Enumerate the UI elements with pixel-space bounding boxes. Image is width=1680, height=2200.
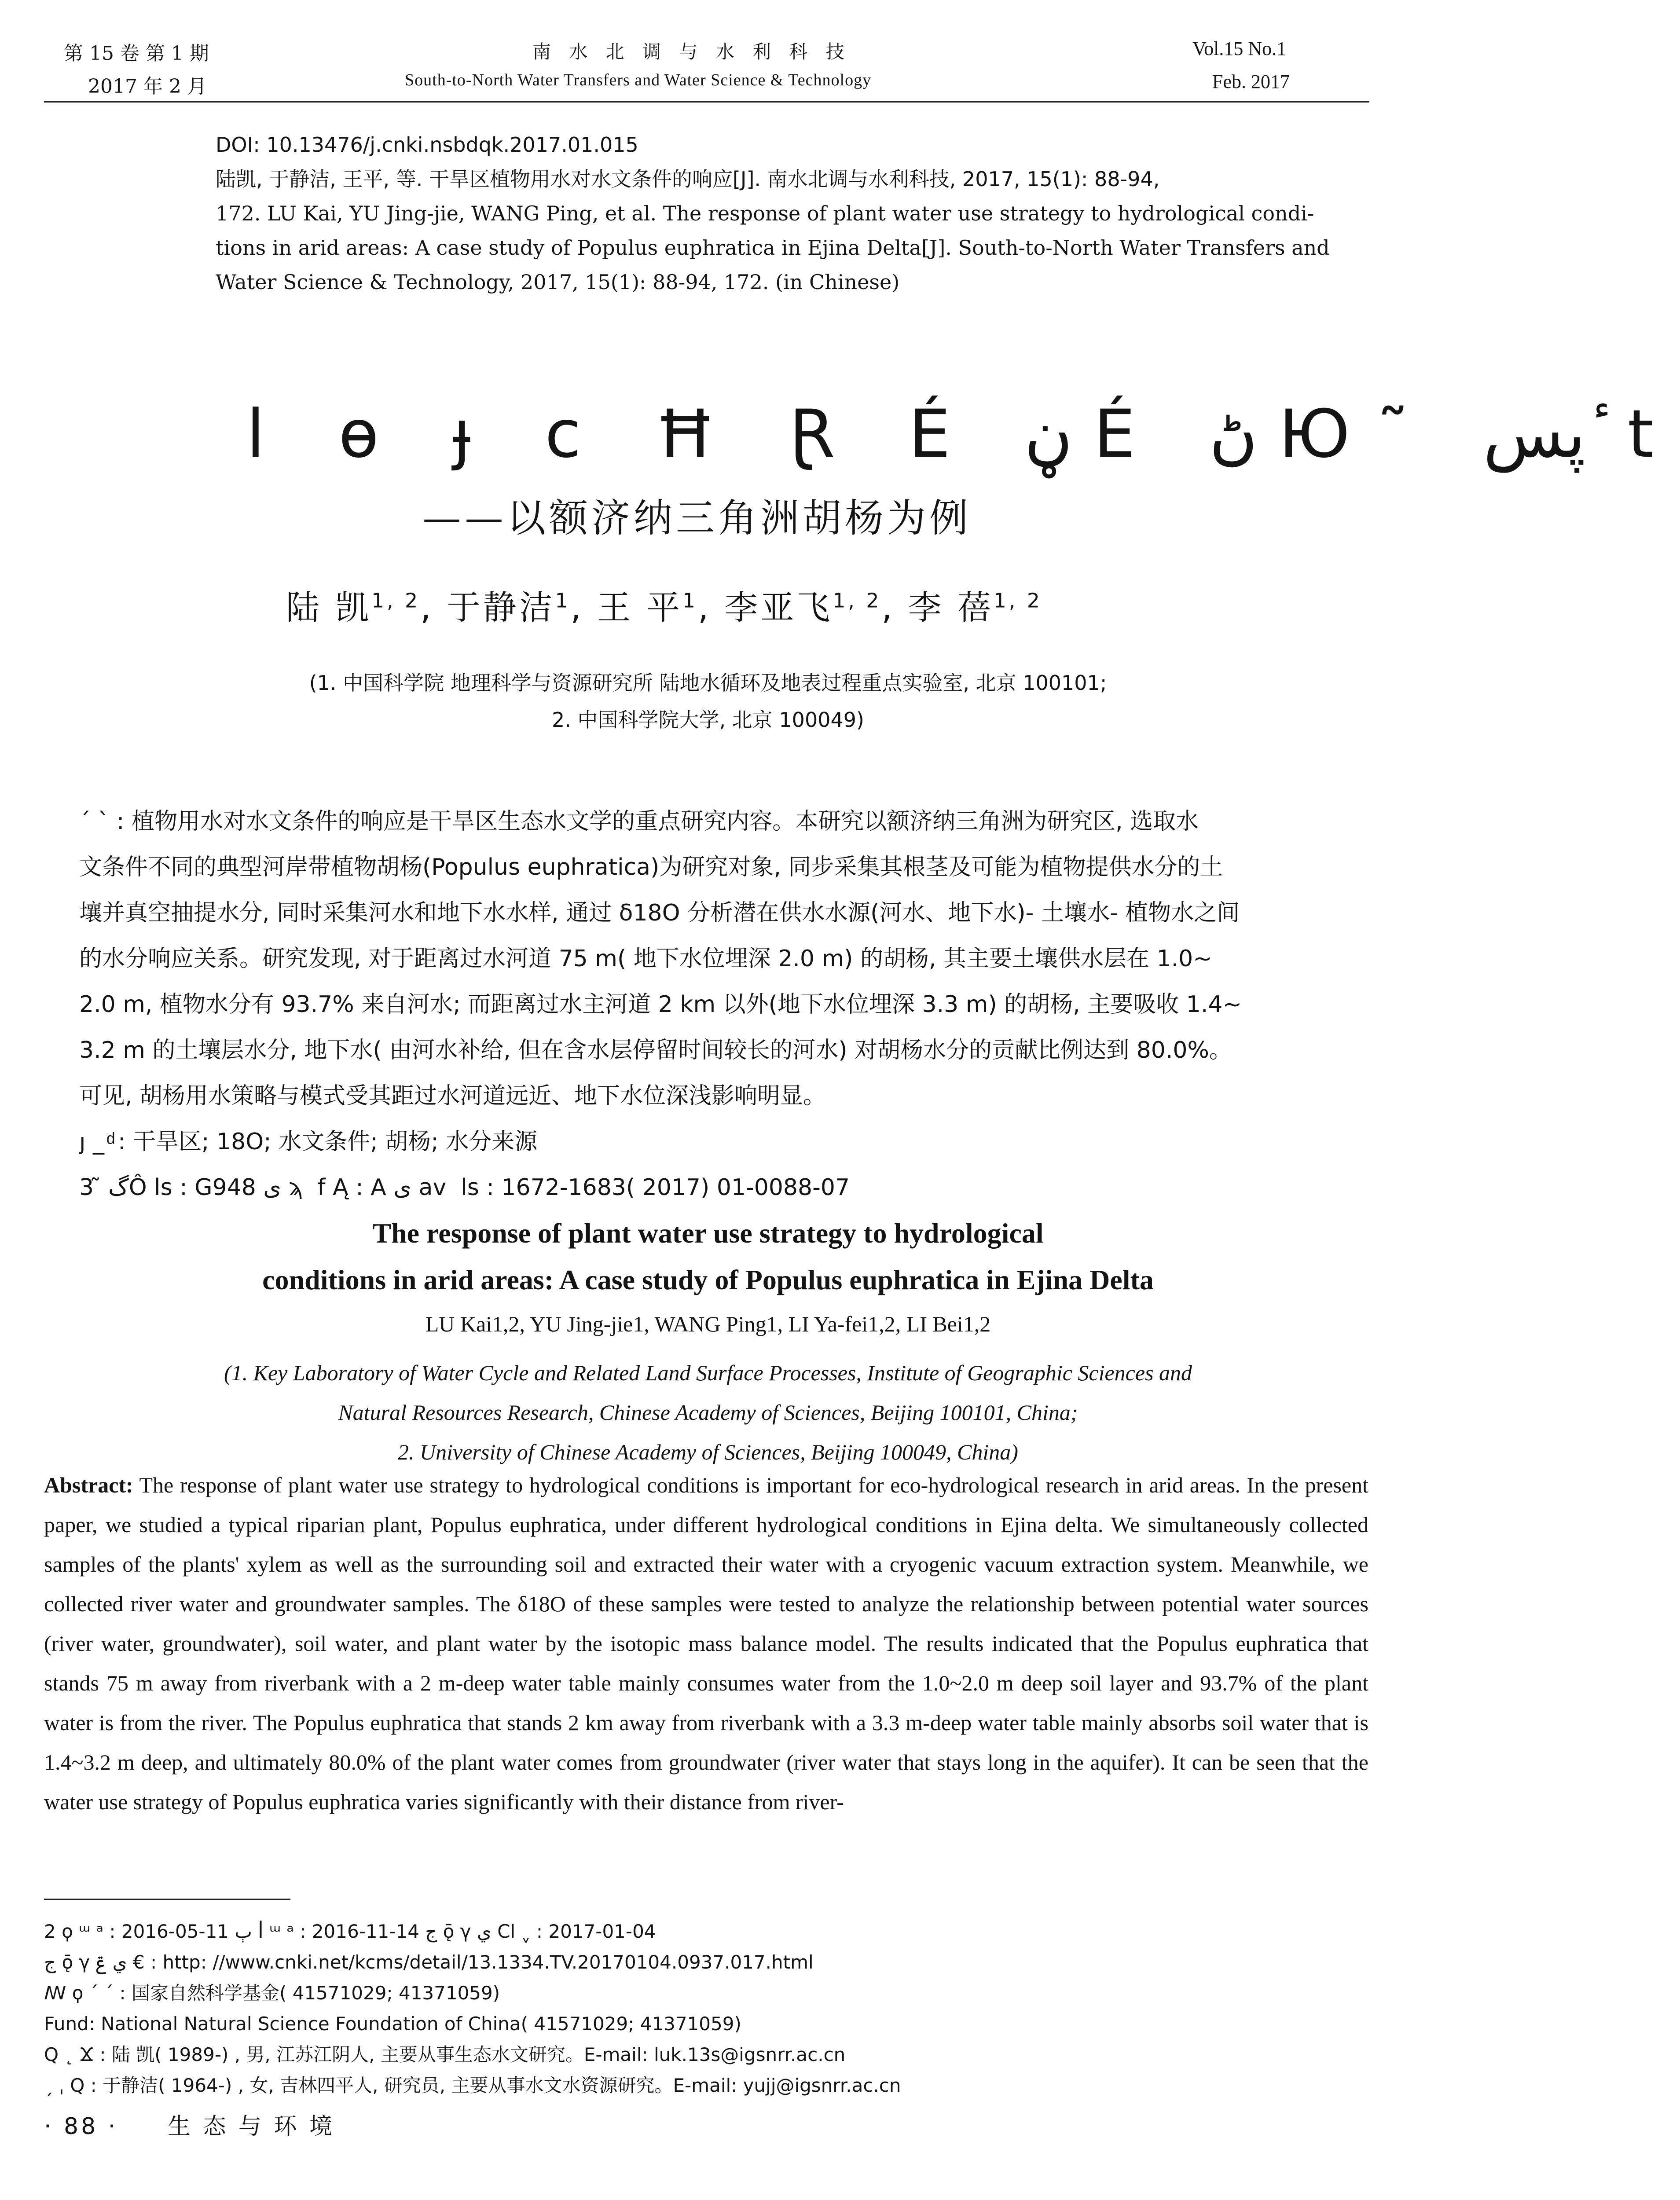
page-footer bbox=[44, 2108, 335, 2141]
en-abstract bbox=[44, 1465, 1368, 1822]
header-journal-cn: 南 水 北 调 与 水 利 科 技 bbox=[532, 41, 851, 62]
en-title-line-2: conditions in arid areas: A case study of Populus euphratica in Ejina Delta bbox=[262, 1264, 1154, 1295]
cn-abstract-line: 的水分响应关系。研究发现, 对于距离过水河道 75 m( 地下水位埋深 2.0 m) 的胡杨, 其主要土壤供水层在 1.0~ bbox=[79, 946, 1212, 972]
author-3-sup: 1 bbox=[682, 589, 698, 612]
cn-classification: 3 ͂ گÔ ls : G948 ى ϡ ͏ f Ą : A ى av ͏ ls : 1672-1683( 2017) 01-0088-07 bbox=[79, 1174, 850, 1201]
cn-title: l ɵ ɟ ϲ Ħ Ɽ É ڼ É ڻ Ю˜ پس ٔ t bbox=[246, 396, 1680, 473]
cn-abstract-line: ˊ ˋ : 植物用水对水文条件的响应是干旱区生态水文学的重点研究内容。本研究以额济纳三角洲为研究区, 选取水 bbox=[79, 808, 1199, 835]
citation-en-2: tions in arid areas: A case study of Populus euphratica in Ejina Delta[J]. South-to-North Water Transfers and bbox=[216, 236, 1330, 260]
footnote-author-1: Q ˛ Ϫ : 陆 凯( 1989-) , 男, 江苏江阴人, 主要从事生态水文研究。E-mail: luk.13s@igsnrr.ac.cn bbox=[44, 2044, 846, 2065]
en-affiliation-3: 2. University of Chinese Academy of Sciences, Beijing 100049, China) bbox=[398, 1440, 1018, 1464]
footnote-fund-cn: ꟿ ϙ ˊ ˊ : 国家自然科学基金( 41571029; 41371059) bbox=[44, 1982, 500, 2004]
en-abstract-label: Abstract: bbox=[44, 1473, 133, 1497]
cn-abstract-line: 3.2 m 的土壤层水分, 地下水( 由河水补给, 但在含水层停留时间较长的河水) 对胡杨水分的贡献比例达到 80.0%。 bbox=[79, 1037, 1232, 1063]
footnote-dates: 2 ϙ ᵚ ᵃ : 2016-05-11 ﭒ ꟾ ᵚ ᵃ : 2016-11-14 ج ǭ γ ي Ϲl ˬ : 2017-01-04 bbox=[44, 1921, 656, 1942]
en-affiliation-1: (1. Key Laboratory of Water Cycle and Related Land Surface Processes, Institute of Geographic Sciences and bbox=[224, 1360, 1192, 1385]
cn-authors: 陆 凯$^{1, 2}$, 于静洁$^1$, 王 平$^1$, 李亚飞$^{1, 2}$, 李 蓓$^{1, 2}$ bbox=[286, 588, 1042, 627]
cn-abstract-line: 文条件不同的典型河岸带植物胡杨(Populus euphratica)为研究对象, 同步采集其根茎及可能为植物提供水分的土 bbox=[79, 854, 1223, 880]
header-volume-issue: 第 15 卷 第 1 期 bbox=[64, 42, 209, 65]
cn-affiliation-2: 2. 中国科学院大学, 北京 100049) bbox=[552, 708, 864, 732]
header-rule bbox=[44, 101, 1369, 103]
author-2: 于静洁 bbox=[447, 588, 555, 627]
cn-keywords: ȷ _ ͩ : 干旱区; 18O; 水文条件; 胡杨; 水分来源 bbox=[79, 1129, 538, 1155]
cn-subtitle: ——以额济纳三角洲胡杨为例 bbox=[422, 495, 972, 541]
citation-en-1: 172. LU Kai, YU Jing-jie, WANG Ping, et al. The response of plant water use strategy to hydrological condi- bbox=[216, 202, 1314, 225]
cn-abstract-line: 壤并真空抽提水分, 同时采集河水和地下水水样, 通过 δ18O 分析潜在供水水源(河水、地下水)- 土壤水- 植物水之间 bbox=[79, 900, 1240, 926]
footnotes bbox=[44, 1916, 1364, 2101]
cn-affiliations bbox=[0, 664, 1416, 738]
cn-abstract bbox=[79, 799, 1311, 1210]
en-title bbox=[0, 1210, 1416, 1303]
cn-abstract-line: 2.0 m, 植物水分有 93.7% 来自河水; 而距离过水主河道 2 km 以外(地下水位埋深 3.3 m) 的胡杨, 主要吸收 1.4~ bbox=[79, 991, 1242, 1018]
footnote-rule bbox=[44, 1899, 290, 1900]
en-authors: LU Kai1,2, YU Jing-jie1, WANG Ping1, LI Ya-fei1,2, LI Bei1,2 bbox=[425, 1312, 991, 1336]
en-affiliations bbox=[0, 1353, 1416, 1472]
author-5-sup: 1, 2 bbox=[993, 589, 1042, 612]
author-3: 王 平 bbox=[597, 588, 683, 627]
citation-cn: 陆凯, 于静洁, 王平, 等. 干旱区植物用水对水文条件的响应[J]. 南水北调与水利科技, 2017, 15(1): 88-94, bbox=[216, 167, 1160, 191]
footnote-fund-en: Fund: National Natural Science Foundation of China( 41571029; 41371059) bbox=[44, 2013, 741, 2035]
footnote-author-2: ˏ ˌ Q : 于静洁( 1964-) , 女, 吉林四平人, 研究员, 主要从事水文水资源研究。E-mail: yujj@igsnrr.ac.cn bbox=[44, 2075, 901, 2096]
citation-en-3: Water Science & Technology, 2017, 15(1): 88-94, 172. (in Chinese) bbox=[216, 270, 900, 294]
author-4-sup: 1, 2 bbox=[833, 589, 882, 612]
author-1: 陆 凯 bbox=[286, 588, 372, 627]
en-title-line-1: The response of plant water use strategy to hydrological bbox=[372, 1217, 1044, 1249]
section-name: 生 态 与 环 境 bbox=[167, 2113, 335, 2140]
header-volume-en: Vol.15 No.1 bbox=[1192, 38, 1287, 59]
footnote-url: ج ǭ γ ي ݝ € : http: //www.cnki.net/kcms/detail/13.1334.TV.20170104.0937.017.html bbox=[44, 1951, 814, 1973]
cn-affiliation-1: (1. 中国科学院 地理科学与资源研究所 陆地水循环及地表过程重点实验室, 北京 100101; bbox=[309, 671, 1107, 695]
en-affiliation-2: Natural Resources Research, Chinese Academy of Sciences, Beijing 100101, China; bbox=[338, 1400, 1078, 1425]
header-journal-en: South-to-North Water Transfers and Water Science & Technology bbox=[405, 71, 872, 89]
en-abstract-text: The response of plant water use strategy to hydrological conditions is important for eco-hydrological research in arid areas. In the present paper, we studied a typical riparian plant, Populus euphratica, under different hydrological conditions in Ejina delta. We simultaneously collected samples of the plants' xylem as well as the surrounding soil and extracted their water with a cryogenic vacuum extraction system. Meanwhile, we collected river water and groundwater samples. The δ18O of these samples were tested to analyze the relationship between potential water sources (river water, groundwater), soil water, and plant water by the isotopic mass balance model. The results indicated that the Populus euphratica that stands 75 m away from riverbank with a 2 m-deep water table mainly consumes water from the 1.0~2.0 m deep soil layer and 93.7% of the plant water is from the river. The Populus euphratica that stands 2 km away from riverbank with a 3.3 m-deep water table mainly absorbs soil water that is 1.4~3.2 m deep, and ultimately 80.0% of the plant water comes from groundwater (river water that stays long in the aquifer). It can be seen that the water use strategy of Populus euphratica varies significantly with their distance from river- bbox=[44, 1473, 1368, 1814]
header-date-en: Feb. 2017 bbox=[1212, 71, 1290, 92]
citation-block bbox=[216, 128, 1364, 299]
cn-abstract-line: 可见, 胡杨用水策略与模式受其距过水河道远近、地下水位深浅影响明显。 bbox=[79, 1083, 826, 1109]
author-5: 李 蓓 bbox=[908, 588, 994, 627]
page-number: · 88 · bbox=[44, 2113, 118, 2140]
author-4: 李亚飞 bbox=[724, 588, 833, 627]
doi: DOI: 10.13476/j.cnki.nsbdqk.2017.01.015 bbox=[216, 133, 638, 157]
author-2-sup: 1 bbox=[555, 589, 571, 612]
author-1-sup: 1, 2 bbox=[371, 589, 421, 612]
header-date-cn: 2017 年 2 月 bbox=[88, 75, 207, 98]
